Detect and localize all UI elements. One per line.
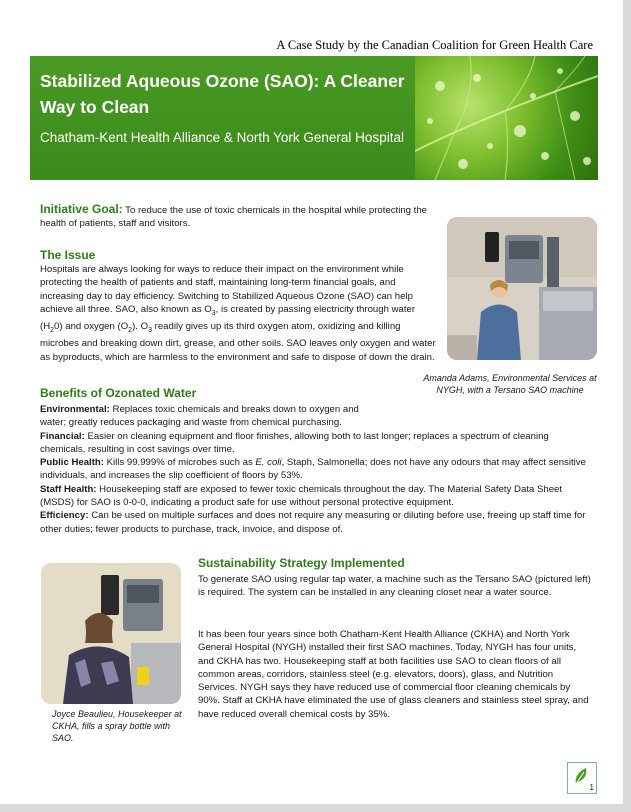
- photo1-caption: Amanda Adams, Environmental Services at NYGH, with a Tersano SAO machine: [423, 373, 597, 395]
- benefit-environmental: [40, 403, 380, 430]
- strategy-paragraph-2: It has been four years since both Chatham-Kent Health Alliance (CKHA) and North York General Hospital (NYGH) installed their first SAO machines. Today, NYGH has four units, and CKHA has two. Housekeeping staff at both facilities use SAO to clean floors of all common areas, corridors, stainless steel (e.g. elevators, doors), glass, and Nutrition Services. NYGH says they have reduced use of commercial floor cleaning chemicals by 90%. Staff at CKHA have eliminated the use of glass cleaners and stainless steel spray, and have reduced overall chemical costs by 35%.: [198, 629, 589, 720]
- benefit-staff-label: Staff Health:: [40, 483, 97, 495]
- strategy-paragraph-1: To generate SAO using regular tap water, a machine such as the Tersano SAO (pictured left) is required. The system can be installed in any cleaning closet near a water source.: [198, 574, 591, 599]
- strategy-heading: Sustainability Strategy Implemented: [198, 556, 405, 570]
- issue-text-1: Hospitals are always looking for ways to reduce their impact on the environment while protecting the health of patients and staff, maintaining long-term financial goals, and increasing day to day efficiency. Switching to Stabilized Aqueous Ozone (SAO) can help achieve all three. SAO, also known as O: [40, 264, 413, 315]
- benefit-staff-text: Housekeeping staff are exposed to fewer toxic chemicals throughout the day. The Material Safety Data Sheet (MSDS) for SAO is 0-0-0, indicating a product safe for use without personal protective equipment.: [40, 483, 563, 509]
- benefit-efficiency-label: Efficiency:: [40, 510, 89, 522]
- initiative-goal: [40, 203, 440, 231]
- issue-text-2: , is created by passing electricity through water (H: [40, 303, 416, 333]
- page-shadow-right: [623, 0, 631, 812]
- issue-sub-3: 2: [128, 327, 133, 334]
- photo2-caption: Joyce Beaulieu, Housekeeper at CKHA, fills a spray bottle with SAO.: [52, 709, 182, 743]
- issue-text-3: 0) and oxygen (O: [54, 321, 129, 333]
- benefit-environmental-label: Environmental:: [40, 404, 110, 415]
- initiative-goal-label: Initiative Goal:: [40, 202, 123, 216]
- benefit-public-text-1: Kills 99.999% of microbes such as: [103, 457, 256, 469]
- benefit-efficiency: [40, 509, 588, 536]
- benefit-public-health: [40, 456, 588, 483]
- issue-text-4: ). O: [132, 321, 149, 333]
- issue-text-5: readily gives up its third oxygen atom, oxidizing and killing microbes and breaking down dirt, grease, and other soils. SAO leaves only oxygen and water as byproducts, which are harmless to the environment and safe to dispose of down the drain.: [40, 321, 436, 363]
- benefit-public-ecoli: E. coli: [255, 457, 282, 469]
- benefit-public-label: Public Health:: [40, 457, 104, 469]
- benefit-staff-health: [40, 483, 588, 510]
- benefit-environmental-text: Replaces toxic chemicals and breaks down to oxygen and water; greatly reduces packaging and waste from chemical purchasing.: [40, 404, 359, 429]
- benefit-financial-text: Easier on cleaning equipment and floor finishes, allowing both to last longer; replaces a spectrum of cleaning chemicals, resulting in cost savings over time.: [40, 430, 549, 455]
- page-shadow-bottom: [0, 804, 631, 812]
- benefit-public-text-2: , Staph, Salmonella; does not have any odours that may affect sensitive individuals, and increases the slip coefficient of floors by 53%.: [40, 457, 586, 482]
- benefit-financial-label: Financial:: [40, 430, 85, 442]
- page-number-badge: [567, 762, 597, 794]
- benefit-financial: [40, 430, 588, 457]
- benefit-efficiency-text: Can be used on multiple surfaces and does not require any measuring or diluting before use, freeing up staff time for other duties; fewer products to purchase, track, invoice, and dispose of.: [40, 510, 586, 535]
- benefits-list: [40, 403, 588, 536]
- case-study-line: A Case Study by the Canadian Coalition for Green Health Care: [276, 38, 593, 52]
- issue-paragraph: [40, 263, 440, 364]
- page-number: 1: [589, 783, 594, 792]
- issue-sub-2: 2: [50, 327, 55, 334]
- issue-sub-4: 3: [148, 327, 152, 334]
- title-banner: [30, 56, 598, 180]
- document-subtitle: Chatham-Kent Health Alliance & North York General Hospital: [40, 130, 404, 145]
- photo-joyce-beaulieu: [41, 563, 181, 704]
- benefits-heading: Benefits of Ozonated Water: [40, 386, 197, 400]
- photo-amanda-adams: [447, 217, 597, 360]
- issue-heading: The Issue: [40, 248, 96, 262]
- leaf-photo: [415, 56, 598, 180]
- initiative-goal-text: To reduce the use of toxic chemicals in the hospital while protecting the health of patients, staff and visitors.: [40, 205, 428, 230]
- leaf-icon: [573, 766, 589, 786]
- document-title: Stabilized Aqueous Ozone (SAO): A Cleaner Way to Clean: [40, 71, 405, 117]
- issue-sub-1: 3: [211, 309, 216, 317]
